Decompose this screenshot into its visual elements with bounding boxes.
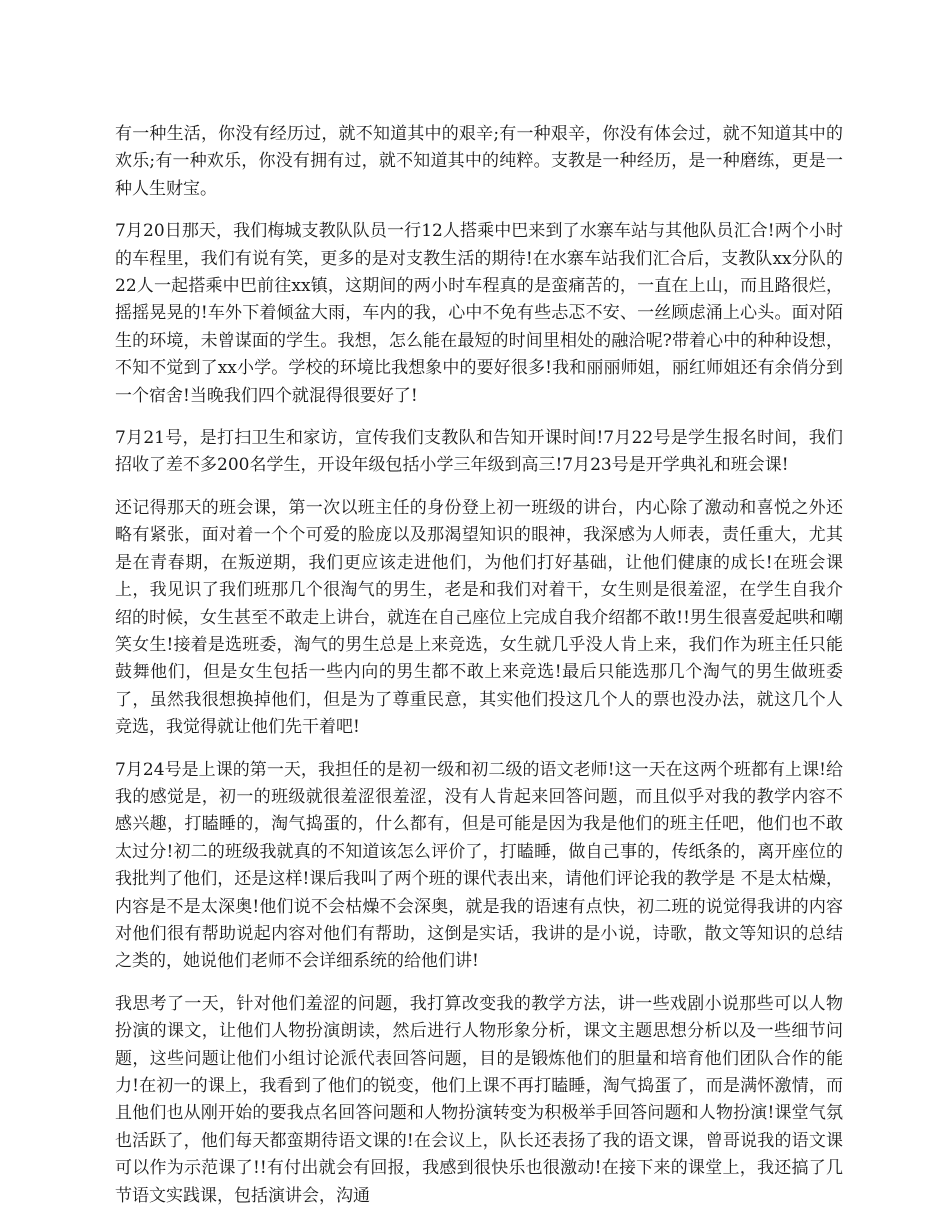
paragraph-4: 还记得那天的班会课，第一次以班主任的身份登上初一班级的讲台，内心除了激动和喜悦之外还略有紧张，面对着一个个可爱的脸庞以及那渴望知识的眼神，我深感为人师表，责任重大，尤其是在青春期，在叛逆期，我们更应该走进他们，为他们打好基础，让他们健康的成长!在班会课上，我见识了我们班那几个很淘气的男生，老是和我们对着干，女生则是很羞涩，在学生自我介绍的时候，女生甚至不敢走上讲台，就连在自己座位上完成自我介绍都不敢!!男生很喜爱起哄和嘲笑女生!接着是选班委，淘气的男生总是上来竞选，女生就几乎没人肯上来，我们作为班主任只能鼓舞他们，但是女生包括一些内向的男生都不敢上来竞选!最后只能选那几个淘气的男生做班委了，虽然我很想换掉他们，但是为了尊重民意，其实他们投这几个人的票也没办法，就这几个人竞选，我觉得就让他们先干着吧! <box>115 497 843 738</box>
paragraph-5: 7月24号是上课的第一天，我担任的是初一级和初二级的语文老师!这一天在这两个班都有上课!给我的感觉是，初一的班级就很羞涩很羞涩，没有人肯起来回答问题，而且似乎对我的教学内容不感兴趣，打瞌睡的，淘气捣蛋的，什么都有，但是可能是因为我是他们的班主任吧，他们也不敢太过分!初二的班级我就真的不知道该怎么评价了，打瞌睡，做自己事的，传纸条的，离开座位的我批判了他们，还是这样!课后我叫了两个班的课代表出来，请他们评论我的教学是 不是太枯燥，内容是不是太深奥!他们说不会枯燥不会深奥，就是我的语速有点快，初二班的说觉得我讲的内容对他们很有帮助说起内容对他们有帮助，这倒是实话，我讲的是小说，诗歌，散文等知识的总结之类的，她说他们老师不会详细系统的给他们讲! <box>115 759 843 972</box>
document-body <box>115 121 843 1225</box>
paragraph-2: 7月20日那天，我们梅城支教队队员一行12人搭乘中巴来到了水寨车站与其他队员汇合!两个小时的车程里，我们有说有笑，更多的是对支教生活的期待!在水寨车站我们汇合后，支教队xx分队的22人一起搭乘中巴前往xx镇，这期间的两小时车程真的是蛮痛苦的，一直在上山，而且路很烂，摇摇晃晃的!车外下着倾盆大雨，车内的我，心中不免有些忐忑不安、一丝顾虑涌上心头。面对陌生的环境，未曾谋面的学生。我想，怎么能在最短的时间里相处的融洽呢?带着心中的种种设想，不知不觉到了xx小学。学校的环境比我想象中的要好很多!我和丽丽师姐，丽红师姐还有余俏分到一个宿舍!当晚我们四个就混得很要好了! <box>115 221 843 406</box>
paragraph-3: 7月21号，是打扫卫生和家访，宣传我们支教队和告知开课时间!7月22号是学生报名时间，我们招收了差不多200名学生，开设年级包括小学三年级到高三!7月23号是开学典礼和班会课! <box>115 428 843 476</box>
paragraph-1: 有一种生活，你没有经历过，就不知道其中的艰辛;有一种艰辛，你没有体会过，就不知道其中的欢乐;有一种欢乐，你没有拥有过，就不知道其中的纯粹。支教是一种经历，是一种磨练，更是一种人生财宝。 <box>115 124 843 199</box>
paragraph-6: 我思考了一天，针对他们羞涩的问题，我打算改变我的教学方法，讲一些戏剧小说那些可以人物扮演的课文，让他们人物扮演朗读，然后进行人物形象分析，课文主题思想分析以及一些细节问题，这些问题让他们小组讨论派代表回答问题，目的是锻炼他们的胆量和培育他们团队合作的能力!在初一的课上，我看到了他们的锐变，他们上课不再打瞌睡，淘气捣蛋了，而是满怀激情，而且他们也从刚开始的要我点名回答问题和人物扮演转变为积极举手回答问题和人物扮演!课堂气氛也活跃了，他们每天都蛮期待语文课的!在会议上，队长还表扬了我的语文课，曾哥说我的语文课可以作为示范课了!!有付出就会有回报，我感到很快乐也很激动!在接下来的课堂上，我还搞了几节语文实践课，包括演讲会，沟通 <box>115 993 843 1206</box>
